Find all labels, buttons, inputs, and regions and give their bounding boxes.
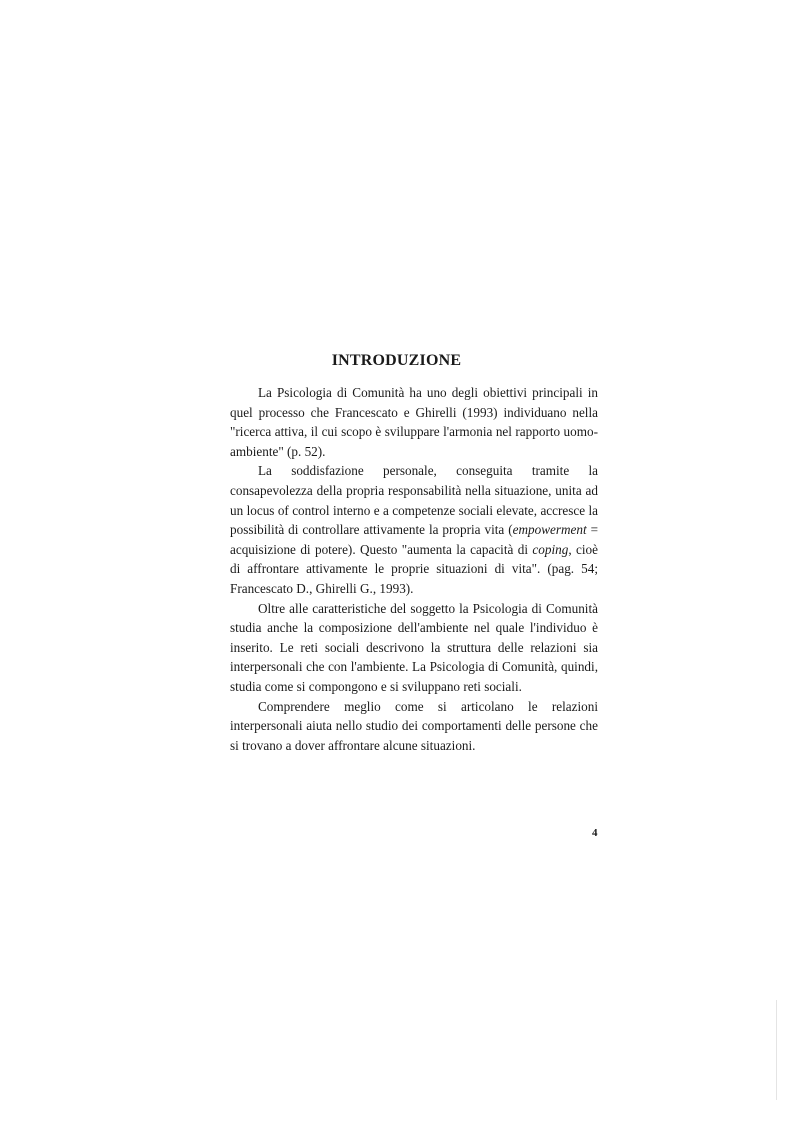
paragraph-2-emphasis-empowerment: empowerment <box>512 522 587 538</box>
body-text <box>230 383 598 755</box>
paragraph-2-part-2: = acquisizione di potere). Questo "aumenta la capacità di <box>230 522 599 557</box>
page-title: INTRODUZIONE <box>331 352 462 369</box>
paragraph-2-part-3: , cioè di affrontare attivamente le proprie situazioni di vita". (pag. 54; Francescato D., Ghirelli G., 1993). <box>230 541 598 596</box>
paragraph-3: Oltre alle caratteristiche del soggetto la Psicologia di Comunità studia anche la composizione dell'ambiente nel quale l'individuo è inserito. Le reti sociali descrivono la struttura delle relazioni sia interpersonali che con l'ambiente. La Psicologia di Comunità, quindi, studia come si compongono e si sviluppano reti sociali. <box>230 600 598 694</box>
scan-edge-mark <box>776 1000 777 1100</box>
paragraph-2 <box>230 461 598 598</box>
page-number: 4 <box>592 827 598 839</box>
paragraph-4: Comprendere meglio come si articolano le relazioni interpersonali aiuta nello studio dei comportamenti delle persone che si trovano a dover affrontare alcune situazioni. <box>230 698 598 753</box>
paragraph-2-part-1: La soddisfazione personale, conseguita tramite la consapevolezza della propria responsabilità nella situazione, unita ad un locus of control interno e a competenze sociali elevate, accresce la possibilità di controllare attivamente la propria vita ( <box>230 463 598 538</box>
paragraph-1: La Psicologia di Comunità ha uno degli obiettivi principali in quel processo che Francescato e Ghirelli (1993) individuano nella "ricerca attiva, il cui scopo è sviluppare l'armonia nel rapporto uomo-ambiente" (p. 52). <box>230 385 598 459</box>
paragraph-2-emphasis-coping: coping <box>532 541 569 557</box>
